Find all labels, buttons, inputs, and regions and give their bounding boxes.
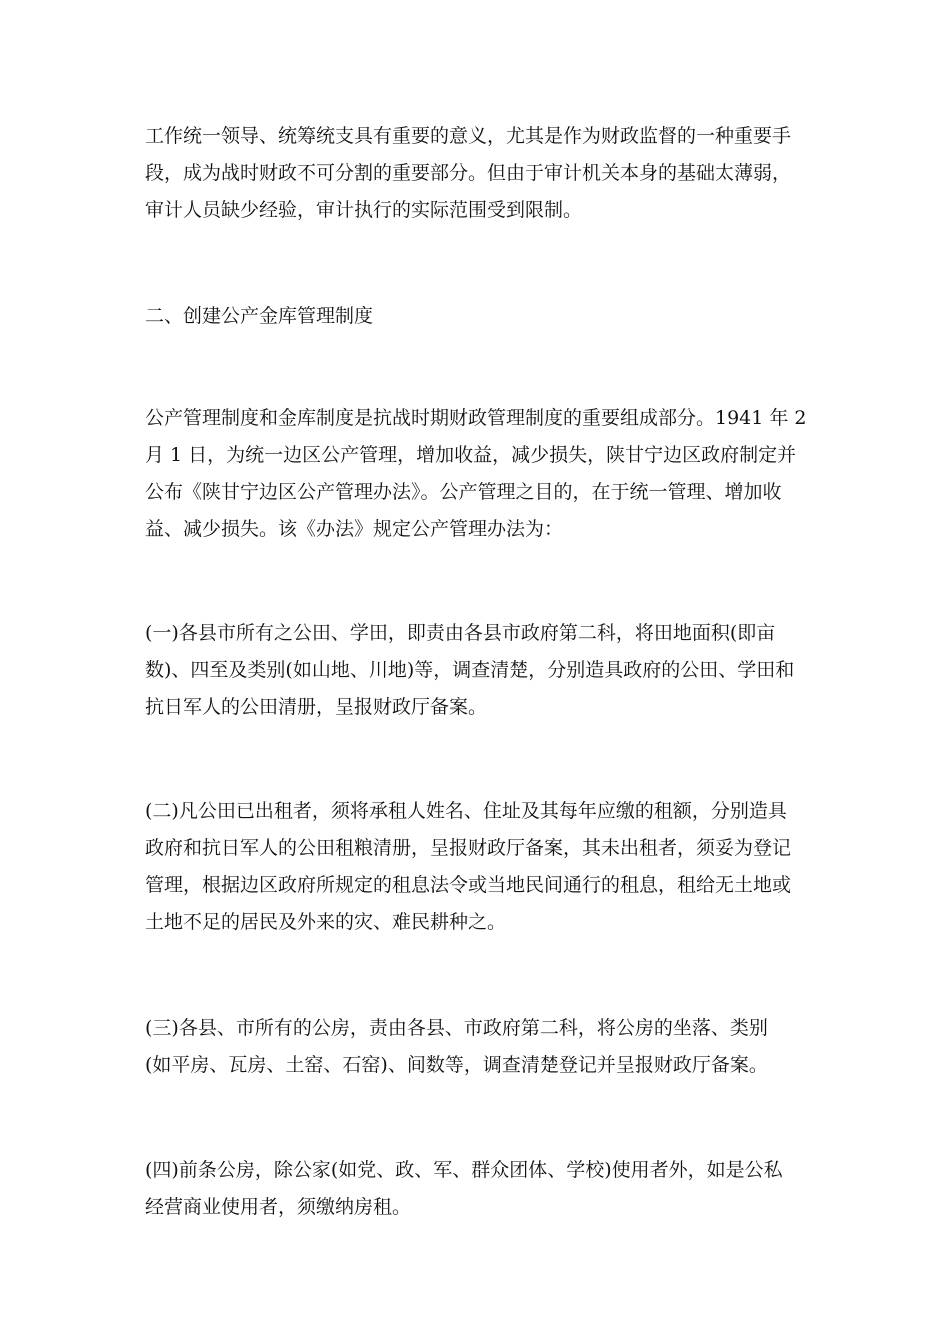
text-line: (如平房、瓦房、土窑、石窑)、间数等，调查清楚登记并呈报财政厅备案。 [145,1054,768,1076]
paragraph-item-4 [145,1152,810,1226]
text-line: 公产管理制度和金库制度是抗战时期财政管理制度的重要组成部分。1941 年 2 [145,407,807,429]
text-line: (三)各县、市所有的公房，责由各县、市政府第二科，将公房的坐落、类别 [145,1017,768,1039]
paragraph-item-3 [145,1010,810,1084]
paragraph-audit [145,118,810,229]
text-line: (四)前条公房，除公家(如党、政、军、群众团体、学校)使用者外，如是公私 [145,1159,783,1181]
text-line: 数)、四至及类别(如山地、川地)等，调查清楚，分别造具政府的公田、学田和 [145,659,795,681]
paragraph-item-2 [145,793,810,941]
text-line: 审计人员缺少经验，审计执行的实际范围受到限制。 [145,199,583,221]
text-line: 抗日军人的公田清册，呈报财政厅备案。 [145,696,488,718]
text-line: 月 1 日，为统一边区公产管理，增加收益，减少损失，陕甘宁边区政府制定并 [145,444,797,466]
text-line: (二)凡公田已出租者，须将承租人姓名、住址及其每年应缴的租额，分别造具 [145,800,787,822]
text-line: 益、减少损失。该《办法》规定公产管理办法为： [145,518,564,540]
paragraph-item-1 [145,615,810,726]
heading-text: 二、创建公产金库管理制度 [145,305,374,327]
text-line: 政府和抗日军人的公田租粮清册，呈报财政厅备案，其未出租者，须妥为登记 [145,837,792,859]
paragraph-intro [145,400,810,548]
text-line: 经营商业使用者，须缴纳房租。 [145,1196,412,1218]
text-line: 段，成为战时财政不可分割的重要部分。但由于审计机关本身的基础太薄弱， [145,162,792,184]
text-line: 土地不足的居民及外来的灾、难民耕种之。 [145,911,507,933]
text-line: 公布《陕甘宁边区公产管理办法》。公产管理之目的，在于统一管理、增加收 [145,481,782,503]
section-heading [145,298,810,335]
text-line: 管理，根据边区政府所规定的租息法令或当地民间通行的租息，租给无土地或 [145,874,792,896]
text-line: 工作统一领导、统筹统支具有重要的意义，尤其是作为财政监督的一种重要手 [145,125,792,147]
text-line: (一)各县市所有之公田、学田，即责由各县市政府第二科，将田地面积(即亩 [145,622,776,644]
